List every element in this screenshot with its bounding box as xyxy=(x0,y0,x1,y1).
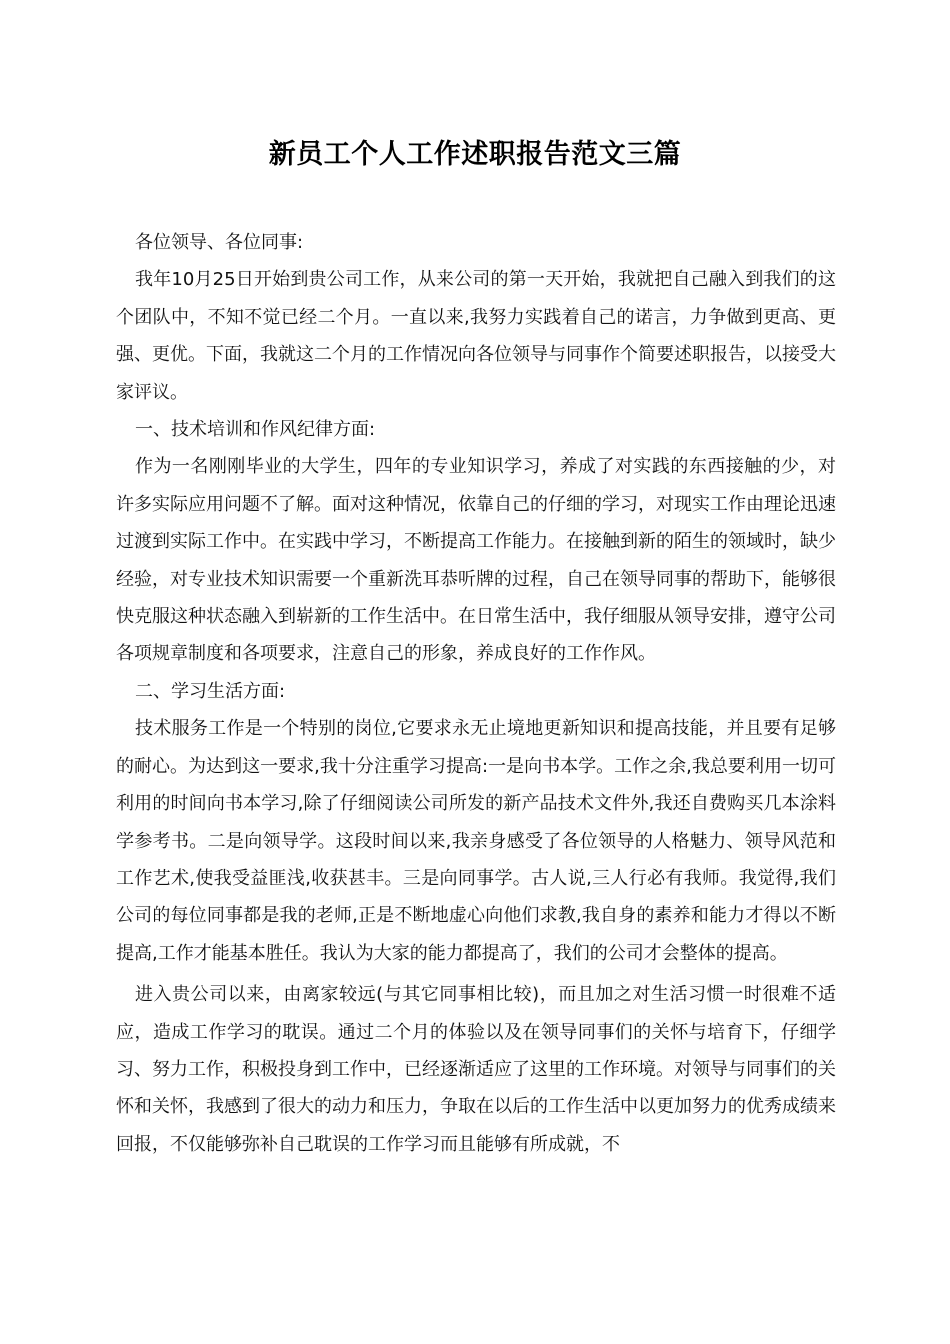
section-2-paragraph: 技术服务工作是一个特别的岗位,它要求永无止境地更新知识和提高技能，并且要有足够的耐心。为达到这一要求,我十分注重学习提高:一是向书本学。工作之余,我总要利用一切可利用的时间向书本学习,除了仔细阅读公司所发的新产品技术文件外,我还自费购买几本涂料学参考书。二是向领导学。这段时间以来,我亲身感受了各位领导的人格魅力、领导风范和工作艺术,使我受益匪浅,收获甚丰。三是向同事学。古人说,三人行必有我师。我觉得,我们公司的每位同事都是我的老师,正是不断地虚心向他们求教,我自身的素养和能力才得以不断提高,工作才能基本胜任。我认为大家的能力都提高了，我们的公司才会整体的提高。 xyxy=(116,718,836,964)
salutation: 各位领导、各位同事: xyxy=(135,232,304,253)
section-1-heading: 一、技术培训和作风纪律方面: xyxy=(135,419,376,441)
page-title: 新员工个人工作述职报告范文三篇 xyxy=(268,139,682,170)
section-2-heading: 二、学习生活方面: xyxy=(135,680,286,702)
intro-paragraph: 我年10月25日开始到贵公司工作，从来公司的第一天开始，我就把自己融入到我们的这个团队中，不知不觉已经二个月。一直以来,我努力实践着自己的诺言，力争做到更高、更强、更优。下面，我就这二个月的工作情况向各位领导与同事作个简要述职报告，以接受大家评议。 xyxy=(116,269,836,403)
closing-paragraph: 进入贵公司以来，由离家较远(与其它同事相比较)，而且加之对生活习惯一时很难不适应，造成工作学习的耽误。通过二个月的体验以及在领导同事们的关怀与培育下，仔细学习、努力工作，积极投身到工作中，已经逐渐适应了这里的工作环境。对领导与同事们的关怀和关怀，我感到了很大的动力和压力，争取在以后的工作生活中以更加努力的优秀成绩来回报，不仅能够弥补自己耽误的工作学习而且能够有所成就，不 xyxy=(116,984,836,1155)
document-body xyxy=(116,224,836,1163)
section-1-paragraph: 作为一名刚刚毕业的大学生，四年的专业知识学习，养成了对实践的东西接触的少，对许多实际应用问题不了解。面对这种情况，依靠自己的仔细的学习，对现实工作由理论迅速过渡到实际工作中。在实践中学习，不断提高工作能力。在接触到新的陌生的领域时，缺少经验，对专业技术知识需要一个重新洗耳恭听牌的过程，自己在领导同事的帮助下，能够很快克服这种状态融入到崭新的工作生活中。在日常生活中，我仔细服从领导安排，遵守公司各项规章制度和各项要求，注意自己的形象，养成良好的工作作风。 xyxy=(116,456,836,665)
